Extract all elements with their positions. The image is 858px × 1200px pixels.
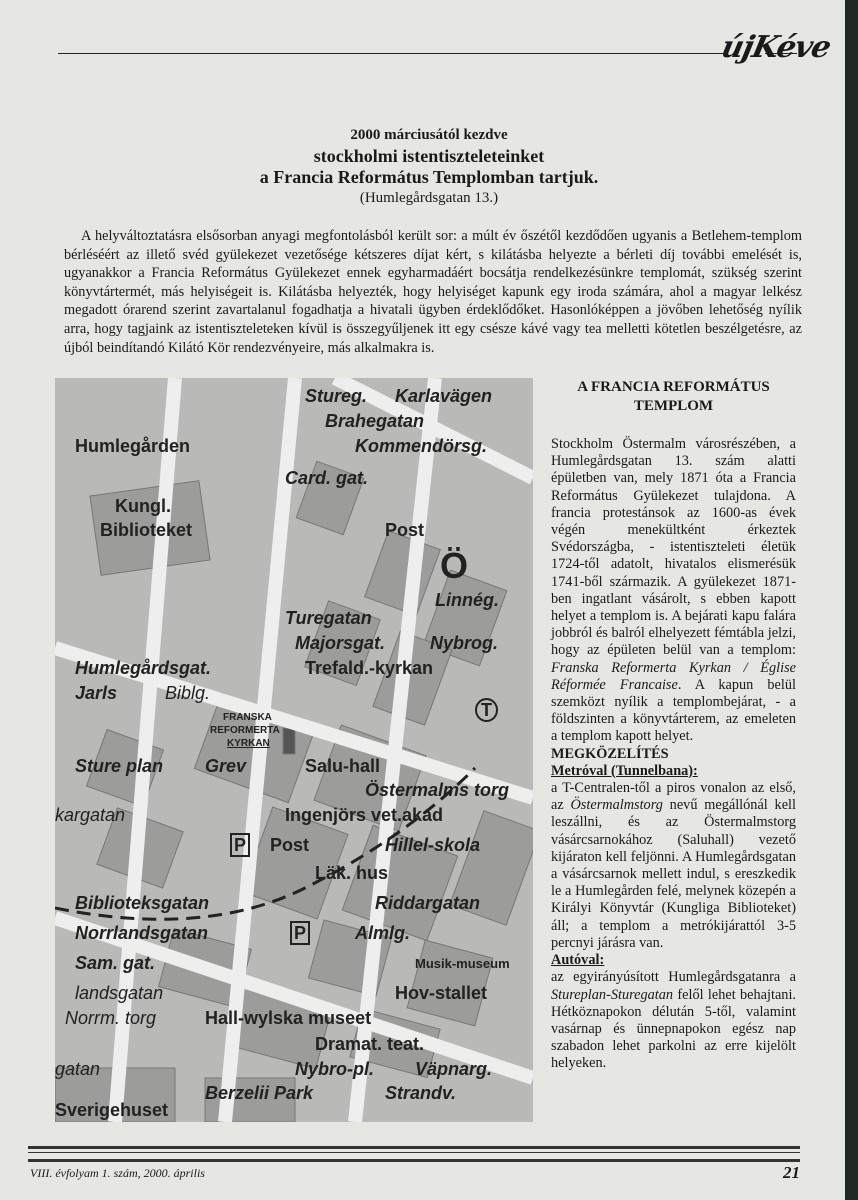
- map-label: Riddargatan: [375, 893, 481, 913]
- map-label: Läk. hus: [315, 863, 389, 883]
- text: felől lehet behajtani. Hétköznapokon délután 5-től, valamint vasárnap és ünnepnapokon egész nap szabadon lehet parkolni az erre kijelölt helyeken.: [551, 986, 796, 1072]
- map-label: Östermalms torg: [365, 780, 510, 800]
- map-label: Post: [270, 835, 310, 855]
- headline-date: 2000 márciusától kezdve: [350, 127, 508, 143]
- map-label: Musik-museum: [415, 956, 510, 971]
- map-label: Karlavägen: [395, 386, 493, 406]
- footer-rule: [28, 1146, 800, 1162]
- map-label: Dramat. teat.: [315, 1034, 425, 1054]
- map-label: kargatan: [55, 805, 126, 825]
- map-label: Post: [385, 520, 425, 540]
- map-label: Väpnarg.: [415, 1059, 493, 1079]
- text: Östermalmstorg: [570, 797, 663, 814]
- map-label: Card. gat.: [285, 468, 369, 488]
- map-label: Salu-hall: [305, 756, 381, 776]
- map-label: Hov-stallet: [395, 983, 488, 1003]
- map-label: KYRKAN: [227, 738, 270, 749]
- map-label: Humlegårdsgat.: [75, 658, 212, 678]
- map-label: Biblg.: [165, 683, 211, 703]
- map-label: landsgatan: [75, 983, 164, 1003]
- car-heading: Autóval:: [551, 952, 605, 969]
- text: a T-Centralen-től a piros vonalon az első, az: [551, 780, 796, 814]
- map-label: Sverigehuset: [55, 1100, 169, 1120]
- church-title: A FRANCIA REFORMÁTUS TEMPLOM: [577, 379, 770, 414]
- approach-heading: MEGKÖZELÍTÉS: [551, 745, 669, 762]
- map-label: Majorsgat.: [295, 633, 386, 653]
- page-number: 21: [783, 1163, 800, 1182]
- map-label: REFORMERTA: [210, 725, 280, 736]
- map-label: Nybro-pl.: [295, 1059, 374, 1079]
- map-label: Jarls: [75, 683, 118, 703]
- text: Stockholm Östermalm városrészében, a Humlegårdsgatan 13. szám alatti épületben van, mely 1871 óta a Francia Református Gyülekezet tulajdona. A francia protestánsok az 1600-as évek végén menekültként érkeztek Svédországba, - istentiszteleti életük 1724-től adatolt, hivatalos elismerésük 1741-ből származik. A gyülekezet 1871-ben ingatlant vásárolt, s ebben kapott helyet a templom is. A bejárati kapu falára jobbról és balról elhelyezett fémtábla jelzi, hogy az épületen belül van a templom:: [551, 436, 796, 659]
- car-directions: [551, 969, 796, 1072]
- map-label: Sture plan: [75, 756, 164, 776]
- map-label: Norrlandsgatan: [75, 923, 209, 943]
- church-description: [551, 436, 796, 746]
- headline-title-2: a Francia Református Templomban tartjuk.: [259, 167, 599, 187]
- metro-directions: [551, 780, 796, 952]
- map-label: Linnég.: [435, 590, 499, 610]
- map-label: Ö: [440, 545, 469, 586]
- map-label: Brahegatan: [325, 411, 425, 431]
- map-label: Ingenjörs vet.akad: [285, 805, 444, 825]
- metro-heading: Metróval (Tunnelbana):: [551, 762, 698, 779]
- text: az egyirányúsított Humlegårdsgatanra a: [551, 969, 796, 986]
- map-label: Hall-wylska museet: [205, 1008, 372, 1028]
- intro-paragraph: A helyváltoztatásra elsősorban anyagi megfontolásból került sor: a múlt év őszétől kezdődően ugyanis a Betlehem-templom bérléséért az illető svéd gyülekezet vezetősége kétszeres díjat kért, s kilátásba helyezte a bérleti díj további emelését is, ugyanakkor a Francia Református Gyülekezet ennek egyharmadáért bocsátja rendelkezésünkre templomát, szükség szerint könyvtártermét, más helyiségeit is. Kilátásba helyezték, hogy helyiséget kapunk egy iroda számára, ahol a magyar lelkész megadott órarend szerint zavartalanul fogadhatja a hivatali ügyben érdeklődőket. Hasonlóképpen a jövőben lehetőség nyílik arra, hogy tagjaink az istentiszteleteken kívül is összegyűljenek itt egy csésze kávé vagy tea melletti kötetlen beszélgetésre, az újból beindítandó Kilátó Kör rendezvényeire, más alkalmakra is.: [64, 228, 802, 356]
- text: Franska Reformerta Kyrkan / Église Réformée Francaise: [551, 659, 796, 693]
- street-map: [55, 378, 533, 1122]
- map-label: Biblioteket: [100, 520, 193, 540]
- map-label: Kungl.: [115, 496, 171, 516]
- map-label: Hillel-skola: [385, 835, 481, 855]
- map-label: Norrm. torg: [65, 1008, 157, 1028]
- headline-title: stockholmi istentiszteleteinket: [313, 146, 545, 166]
- map-label: FRANSKA: [223, 712, 272, 723]
- map-label: Grev: [205, 756, 247, 776]
- map-label: Turegatan: [285, 608, 372, 628]
- text: . A kapun belül szemközt nyílik a templombejárat, - a földszinten a könyvtárterem, az emeleten a templom kapott helyet.: [551, 676, 796, 745]
- map-label: Humlegården: [75, 436, 191, 456]
- church-info-column: [551, 378, 796, 1073]
- metro-icon: T: [475, 698, 498, 722]
- map-label: Stureg.: [305, 386, 368, 406]
- map-label: Trefald.-kyrkan: [305, 658, 434, 678]
- map-label: Kommendörsg.: [355, 436, 488, 456]
- map-label: Almlg.: [355, 923, 411, 943]
- parking-icon: P: [230, 833, 250, 857]
- map-label: Nybrog.: [430, 633, 499, 653]
- headline-address: (Humlegårdsgatan 13.): [359, 190, 499, 206]
- map-label: Biblioteksgatan: [75, 893, 210, 913]
- text: Stureplan-Sturegatan: [551, 986, 674, 1003]
- map-label: Sam. gat.: [75, 953, 156, 973]
- issue-info: VIII. évfolyam 1. szám, 2000. április: [30, 1166, 205, 1180]
- map-label: gatan: [55, 1059, 101, 1079]
- text: nevű megállónál kell leszállni, és az Östermalmstorg vásárcsarnokához (Saluhall) vezető kijáraton kell feljönni. A Humlegårdsgatan a vásárcsarnok mellett indul, s ereszkedik le a Humlegården felé, melynek közepén a Királyi Könyvtár (Kungliga Biblioteket) áll; a templom a metrókijárattól 3-5 percnyi járásra van.: [551, 797, 796, 951]
- magazine-logo: újKéve: [718, 30, 834, 65]
- map-label: Strandv.: [385, 1083, 457, 1103]
- map-label: Berzelii Park: [205, 1083, 314, 1103]
- parking-icon: P: [290, 921, 310, 945]
- header-rule: [58, 53, 723, 54]
